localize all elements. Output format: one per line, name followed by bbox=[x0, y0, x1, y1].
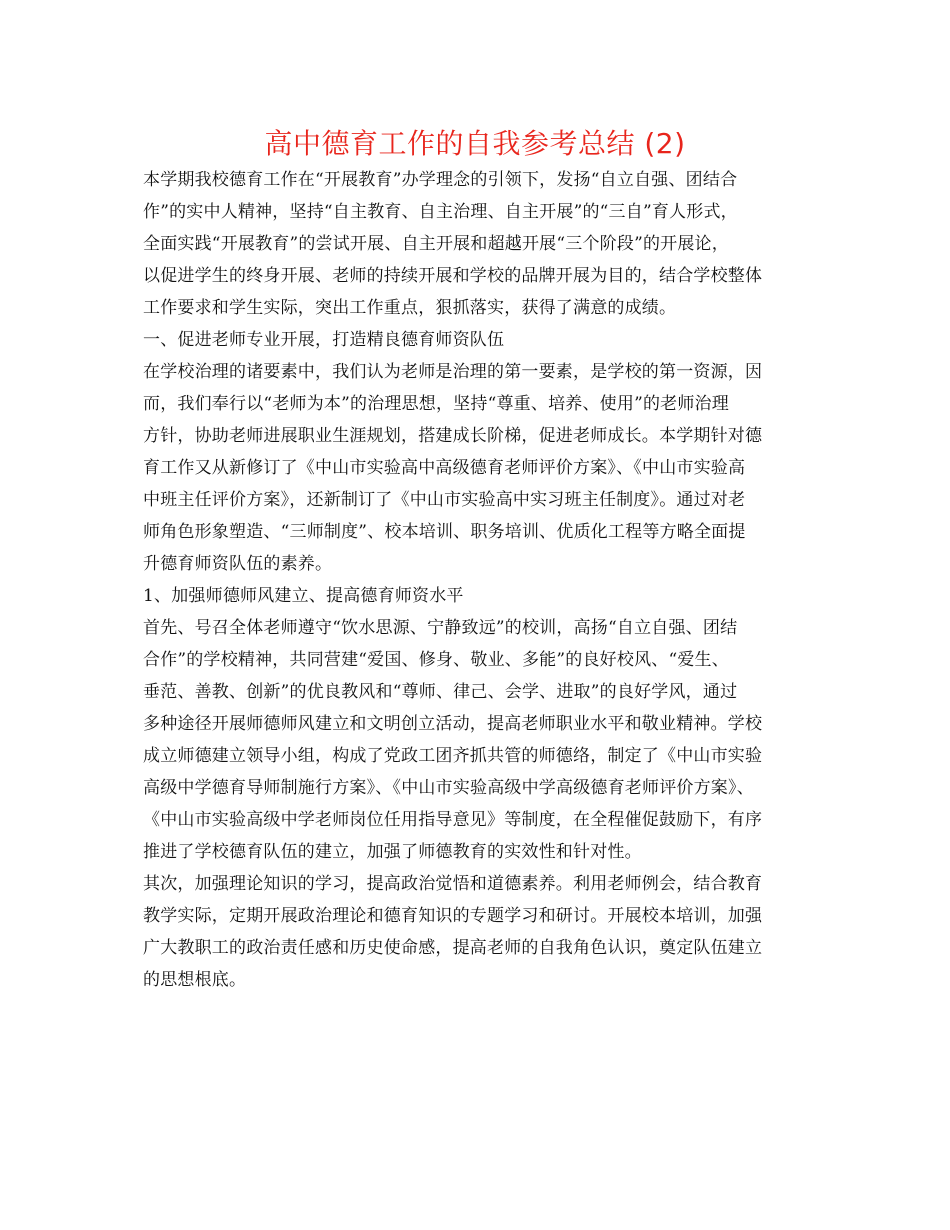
text-line: 广大教职工的政治责任感和历史使命感，提高老师的自我角色认识，奠定队伍建立 bbox=[143, 938, 763, 958]
document-title: 高中德育工作的自我参考总结 (2) bbox=[264, 127, 686, 160]
text-line: 其次，加强理论知识的学习，提高政治觉悟和道德素养。利用老师例会，结合教育 bbox=[143, 874, 763, 894]
document-body bbox=[143, 164, 823, 996]
text-line: 全面实践“开展教育”的尝试开展、自主开展和超越开展“三个阶段”的开展论， bbox=[143, 234, 729, 254]
text-line: 多种途径开展师德师风建立和文明创立活动，提高老师职业水平和敬业精神。学校 bbox=[143, 714, 763, 734]
text-line: 1、加强师德师风建立、提高德育师资水平 bbox=[143, 586, 464, 606]
text-line: 合作”的学校精神，共同营建“爱国、修身、敬业、多能”的良好校风、“爱生、 bbox=[143, 650, 729, 670]
text-line: 推进了学校德育队伍的建立，加强了师德教育的实效性和针对性。 bbox=[143, 842, 642, 862]
text-line: 垂范、善教、创新”的优良教风和“尊师、律己、会学、进取”的良好学风，通过 bbox=[143, 682, 738, 702]
text-line: 教学实际，定期开展政治理论和德育知识的专题学习和研讨。开展校本培训，加强 bbox=[143, 906, 763, 926]
text-line: 本学期我校德育工作在“开展教育”办学理念的引领下，发扬“自立自强、团结合 bbox=[143, 170, 738, 190]
text-line: 工作要求和学生实际，突出工作重点，狠抓落实，获得了满意的成绩。 bbox=[143, 298, 677, 318]
text-line: 升德育师资队伍的素养。 bbox=[143, 554, 333, 574]
text-line: 《中山市实验高级中学老师岗位任用指导意见》等制度，在全程催促鼓励下，有序 bbox=[143, 810, 763, 830]
text-line: 成立师德建立领导小组，构成了党政工团齐抓共管的师德络，制定了《中山市实验 bbox=[143, 746, 763, 766]
text-line: 中班主任评价方案》，还新制订了《中山市实验高中实习班主任制度》。通过对老 bbox=[143, 490, 746, 510]
text-line: 高级中学德育导师制施行方案》、《中山市实验高级中学高级德育老师评价方案》、 bbox=[143, 778, 754, 798]
text-line: 以促进学生的终身开展、老师的持续开展和学校的品牌开展为目的，结合学校整体 bbox=[143, 266, 763, 286]
text-line: 育工作又从新修订了《中山市实验高中高级德育老师评价方案》、《中山市实验高 bbox=[143, 458, 746, 478]
text-line: 首先、号召全体老师遵守“饮水思源、宁静致远”的校训，高扬“自立自强、团结 bbox=[143, 618, 738, 638]
text-line: 师角色形象塑造、“三师制度”、校本培训、职务培训、优质化工程等方略全面提 bbox=[143, 522, 746, 542]
text-line: 一、促进老师专业开展，打造精良德育师资队伍 bbox=[143, 330, 505, 350]
text-line: 而，我们奉行以“老师为本”的治理思想，坚持“尊重、培养、使用”的老师治理 bbox=[143, 394, 729, 414]
text-line: 方针，协助老师进展职业生涯规划，搭建成长阶梯，促进老师成长。本学期针对德 bbox=[143, 426, 763, 446]
text-line: 作”的实中人精神，坚持“自主教育、自主治理、自主开展”的“三自”育人形式， bbox=[143, 202, 738, 222]
text-line: 的思想根底。 bbox=[143, 970, 247, 990]
text-line: 在学校治理的诸要素中，我们认为老师是治理的第一要素，是学校的第一资源，因 bbox=[143, 362, 763, 382]
